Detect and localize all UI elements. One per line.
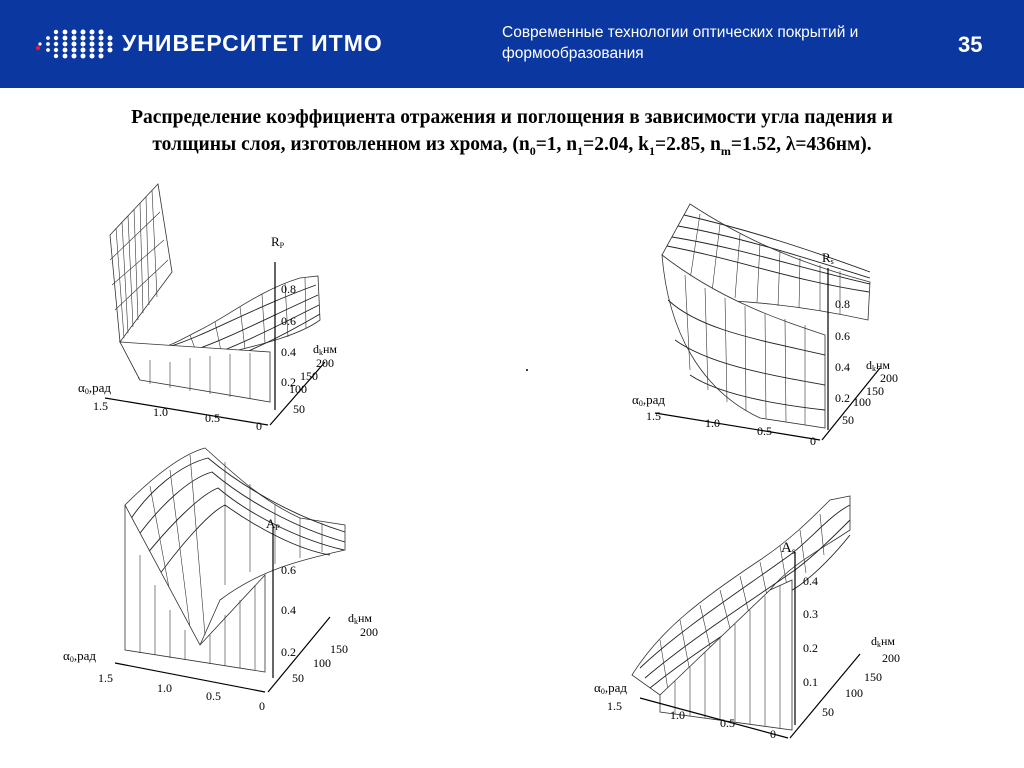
rp-angle-tick: 1.0 <box>153 405 168 419</box>
rs-angle-tick: 0 <box>810 434 816 448</box>
as-z-tick: 0.2 <box>803 641 818 655</box>
as-angle-tick: 1.0 <box>670 708 685 722</box>
ap-z-tick: 0.2 <box>281 645 296 659</box>
rs-z-tick: 0.6 <box>835 329 850 343</box>
rp-angle-tick: 0.5 <box>205 411 220 425</box>
as-z-tick: 0.3 <box>803 607 818 621</box>
rs-z-tick: 0.8 <box>835 297 850 311</box>
rs-angle-label: α0,рад <box>632 392 665 408</box>
rp-thickness-tick: 100 <box>289 382 307 396</box>
ap-thickness-label: dkнм <box>348 611 373 626</box>
rp-z-tick: 0.8 <box>281 282 296 296</box>
rs-thickness-label: dkнм <box>866 358 891 373</box>
rs-angle-tick: 0.5 <box>757 424 772 438</box>
rp-quantity-label: RP <box>271 234 285 250</box>
title-line-1: Распределение коэффициента отражения и поглощения в зависимости угла падения и <box>131 107 893 128</box>
rp-z-tick: 0.2 <box>281 375 296 389</box>
as-angle-tick: 1.5 <box>607 699 622 713</box>
as-z-tick: 0.1 <box>803 675 818 689</box>
rp-thickness-tick: 200 <box>316 356 334 370</box>
as-angle-tick: 0 <box>770 727 776 741</box>
plot-ap <box>63 448 378 713</box>
rs-angle-tick: 1.5 <box>646 409 661 423</box>
rp-thickness-label: dkнм <box>313 342 338 357</box>
as-thickness-tick: 100 <box>845 686 863 700</box>
as-quantity-label: As <box>781 540 796 556</box>
rs-thickness-tick: 50 <box>842 413 854 427</box>
ap-thickness-tick: 150 <box>330 642 348 656</box>
rp-angle-tick: 1.5 <box>93 399 108 413</box>
as-angle-label: α0,рад <box>594 680 627 696</box>
plot-as <box>594 496 900 741</box>
rs-angle-tick: 1.0 <box>705 416 720 430</box>
brand-name: УНИВЕРСИТЕТ ИТМО <box>122 30 383 56</box>
rp-skirt <box>120 342 270 402</box>
as-thickness-tick: 150 <box>864 670 882 684</box>
slide-number: 35 <box>958 32 983 57</box>
ap-thickness-tick: 200 <box>360 625 378 639</box>
rp-angle-label: α0,рад <box>78 380 111 396</box>
rs-z-tick: 0.4 <box>835 360 850 374</box>
title-line-2: толщины слоя, изготовленном из хрома, ($n_0=1$, $n_1=2.04$, $k_1=2.85$, $n_m=1.52$, λ=436нм). <box>152 134 872 158</box>
rs-quantity-label: Rs <box>822 250 834 266</box>
rp-z-tick: 0.4 <box>281 345 296 359</box>
ap-angle-tick: 1.5 <box>98 671 113 685</box>
ap-angle-tick: 0 <box>259 699 265 713</box>
ap-thickness-tick: 100 <box>313 656 331 670</box>
rs-thickness-tick: 150 <box>866 384 884 398</box>
ap-angle-tick: 1.0 <box>157 681 172 695</box>
as-thickness-tick: 200 <box>882 651 900 665</box>
stray-dot <box>526 369 528 371</box>
rp-angle-axis <box>105 398 268 425</box>
as-thickness-label: dkнм <box>871 634 896 649</box>
plot-rs <box>632 204 898 448</box>
course-title: Современные технологии оптических покрытий и формообразования <box>502 24 859 62</box>
ap-z-tick: 0.6 <box>281 563 296 577</box>
ap-angle-label: α0,рад <box>63 648 96 664</box>
rs-thickness-tick: 200 <box>880 371 898 385</box>
rp-z-tick: 0.6 <box>281 314 296 328</box>
rp-thickness-tick: 50 <box>293 402 305 416</box>
as-angle-tick: 0.5 <box>720 716 735 730</box>
as-z-tick: 0.4 <box>803 574 818 588</box>
ap-thickness-tick: 50 <box>292 671 304 685</box>
ap-quantity-label: AP <box>266 516 280 532</box>
rp-thickness-tick: 150 <box>300 369 318 383</box>
rs-z-tick: 0.2 <box>835 391 850 405</box>
rs-thickness-tick: 100 <box>853 395 871 409</box>
rp-wall <box>110 184 172 342</box>
ap-z-tick: 0.4 <box>281 603 296 617</box>
as-thickness-tick: 50 <box>822 705 834 719</box>
ap-angle-tick: 0.5 <box>206 689 221 703</box>
rp-angle-tick: 0 <box>256 419 262 433</box>
plot-rp <box>78 184 337 433</box>
rs-thickness-axis <box>822 368 880 440</box>
